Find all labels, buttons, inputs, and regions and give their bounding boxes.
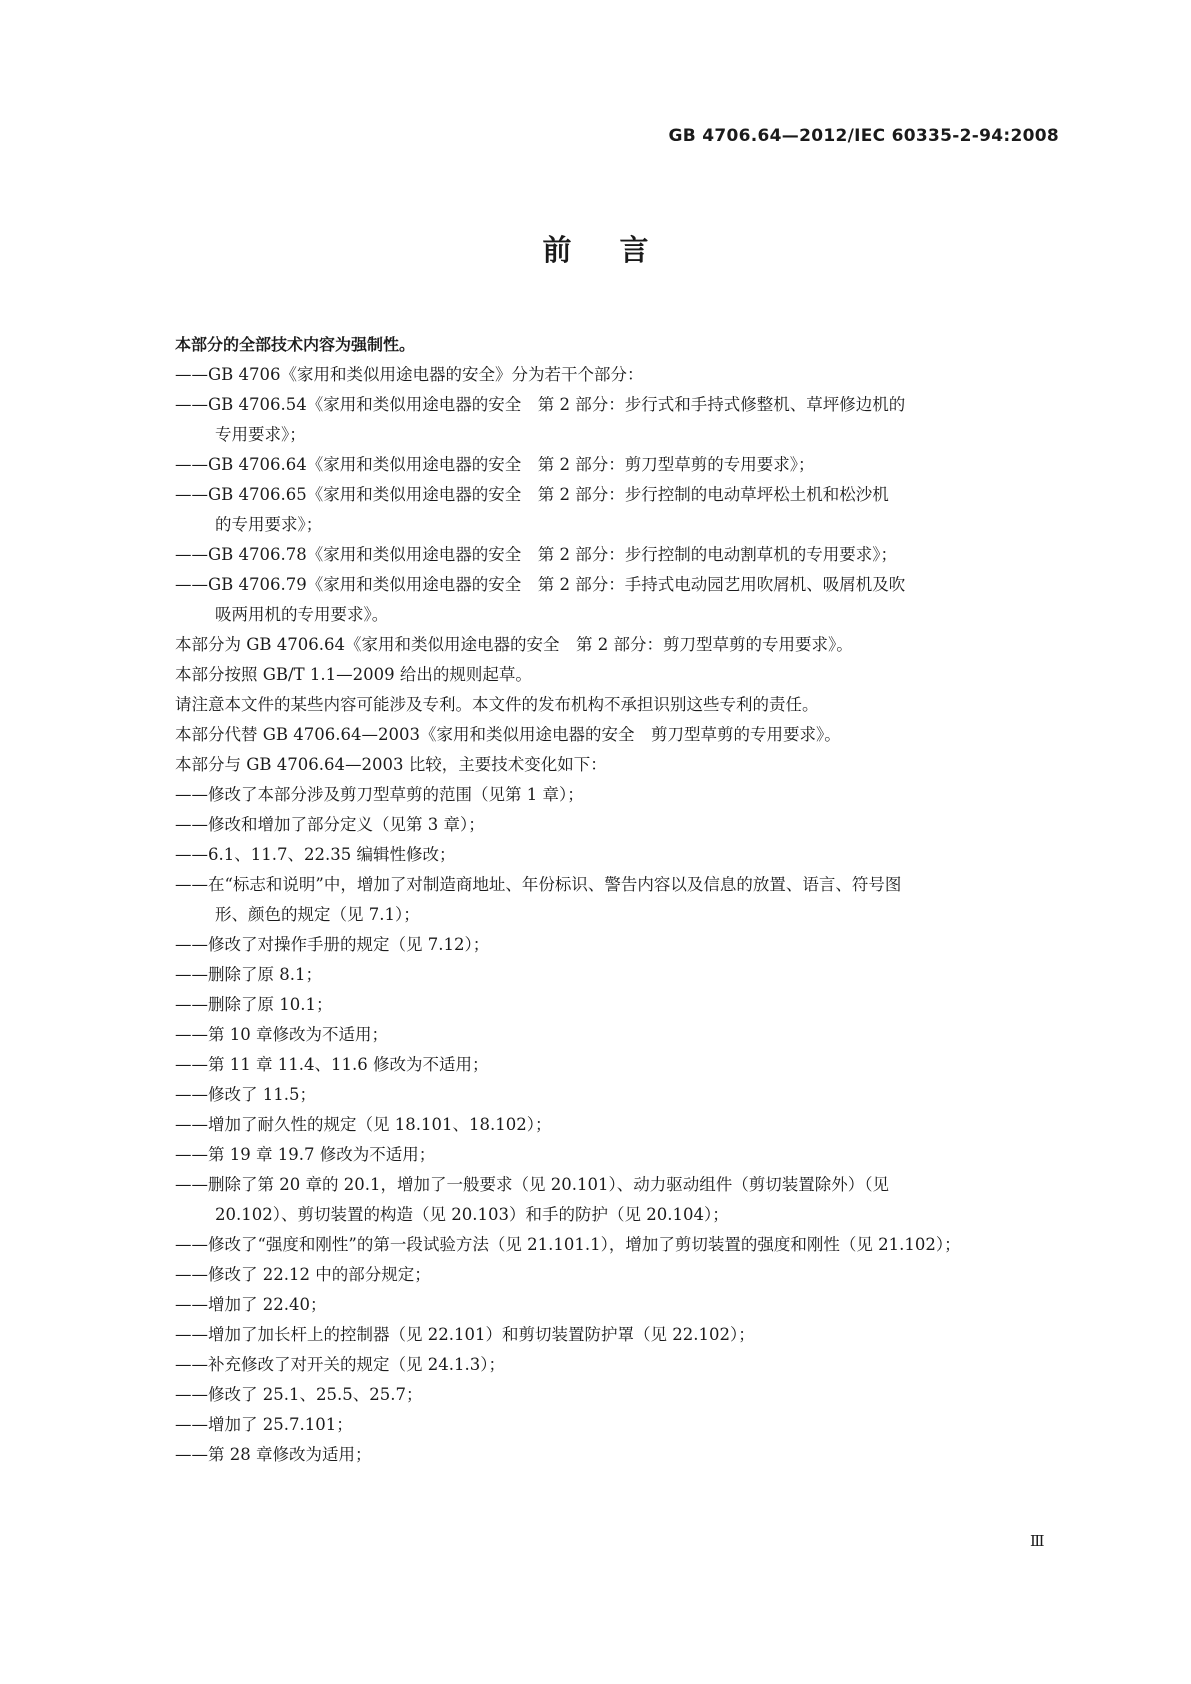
change-item: ——第 19 章 19.7 修改为不适用； [175, 1145, 436, 1164]
part-79-line2: 吸两用机的专用要求》。 [215, 605, 389, 624]
page-title: 前言 [542, 233, 697, 267]
change-item: ——第 28 章修改为适用； [175, 1445, 372, 1464]
change-item: ——修改和增加了部分定义（见第 3 章）； [175, 815, 485, 834]
change-item-continuation: 形、颜色的规定（见 7.1）； [215, 905, 420, 924]
change-item: ——修改了对操作手册的规定（见 7.12）； [175, 935, 490, 954]
foreword-body [175, 330, 1075, 1470]
change-item: ——增加了耐久性的规定（见 18.101、18.102）； [175, 1115, 552, 1134]
part-79-line1: ——GB 4706.79《家用和类似用途电器的安全 第 2 部分：手持式电动园艺用吹屑机、吸屑机及吹 [175, 575, 906, 594]
patent-notice: 请注意本文件的某些内容可能涉及专利。本文件的发布机构不承担识别这些专利的责任。 [175, 695, 819, 714]
change-item: ——删除了原 8.1； [175, 965, 322, 984]
change-item: ——修改了“强度和刚性”的第一段试验方法（见 21.101.1），增加了剪切装置的强度和刚性（见 21.102）； [175, 1235, 961, 1254]
part-65-line1: ——GB 4706.65《家用和类似用途电器的安全 第 2 部分：步行控制的电动草坪松土机和松沙机 [175, 485, 889, 504]
drafting-rules: 本部分按照 GB/T 1.1—2009 给出的规则起草。 [175, 665, 532, 684]
change-item: ——补充修改了对开关的规定（见 24.1.3）； [175, 1355, 505, 1374]
replaces-statement: 本部分代替 GB 4706.64—2003《家用和类似用途电器的安全 剪刀型草剪的专用要求》。 [175, 725, 841, 744]
change-item-continuation: 20.102）、剪切装置的构造（见 20.103）和手的防护（见 20.104）； [215, 1205, 729, 1224]
standard-code-header: GB 4706.64—2012/IEC 60335-2-94:2008 [668, 126, 1059, 146]
part-54-line1: ——GB 4706.54《家用和类似用途电器的安全 第 2 部分：步行式和手持式修整机、草坪修边机的 [175, 395, 906, 414]
part-64: ——GB 4706.64《家用和类似用途电器的安全 第 2 部分：剪刀型草剪的专用要求》； [175, 455, 815, 474]
change-item: ——删除了原 10.1； [175, 995, 333, 1014]
page-number: Ⅲ [1030, 1532, 1045, 1550]
change-item: ——修改了 22.12 中的部分规定； [175, 1265, 431, 1284]
change-item: ——修改了 25.1、25.5、25.7； [175, 1385, 423, 1404]
change-item: ——增加了 25.7.101； [175, 1415, 353, 1434]
change-item: ——第 11 章 11.4、11.6 修改为不适用； [175, 1055, 489, 1074]
parts-intro: ——GB 4706《家用和类似用途电器的安全》分为若干个部分： [175, 365, 644, 384]
change-item: ——在“标志和说明”中，增加了对制造商地址、年份标识、警告内容以及信息的放置、语言、符号图 [175, 875, 902, 894]
this-part-statement: 本部分为 GB 4706.64《家用和类似用途电器的安全 第 2 部分：剪刀型草剪的专用要求》。 [175, 635, 853, 654]
part-54-line2: 专用要求》； [215, 425, 306, 444]
change-item: ——第 10 章修改为不适用； [175, 1025, 388, 1044]
changes-intro: 本部分与 GB 4706.64—2003 比较，主要技术变化如下： [175, 755, 607, 774]
change-item: ——删除了第 20 章的 20.1，增加了一般要求（见 20.101）、动力驱动组件（剪切装置除外）（见 [175, 1175, 889, 1194]
mandatory-statement: 本部分的全部技术内容为强制性。 [175, 335, 416, 354]
part-78: ——GB 4706.78《家用和类似用途电器的安全 第 2 部分：步行控制的电动割草机的专用要求》； [175, 545, 898, 564]
part-65-line2: 的专用要求》； [215, 515, 323, 534]
change-item: ——增加了 22.40； [175, 1295, 327, 1314]
change-item: ——增加了加长杆上的控制器（见 22.101）和剪切装置防护罩（见 22.102）； [175, 1325, 755, 1344]
change-item: ——修改了 11.5； [175, 1085, 316, 1104]
change-item: ——6.1、11.7、22.35 编辑性修改； [175, 845, 456, 864]
change-item: ——修改了本部分涉及剪刀型草剪的范围（见第 1 章）； [175, 785, 584, 804]
